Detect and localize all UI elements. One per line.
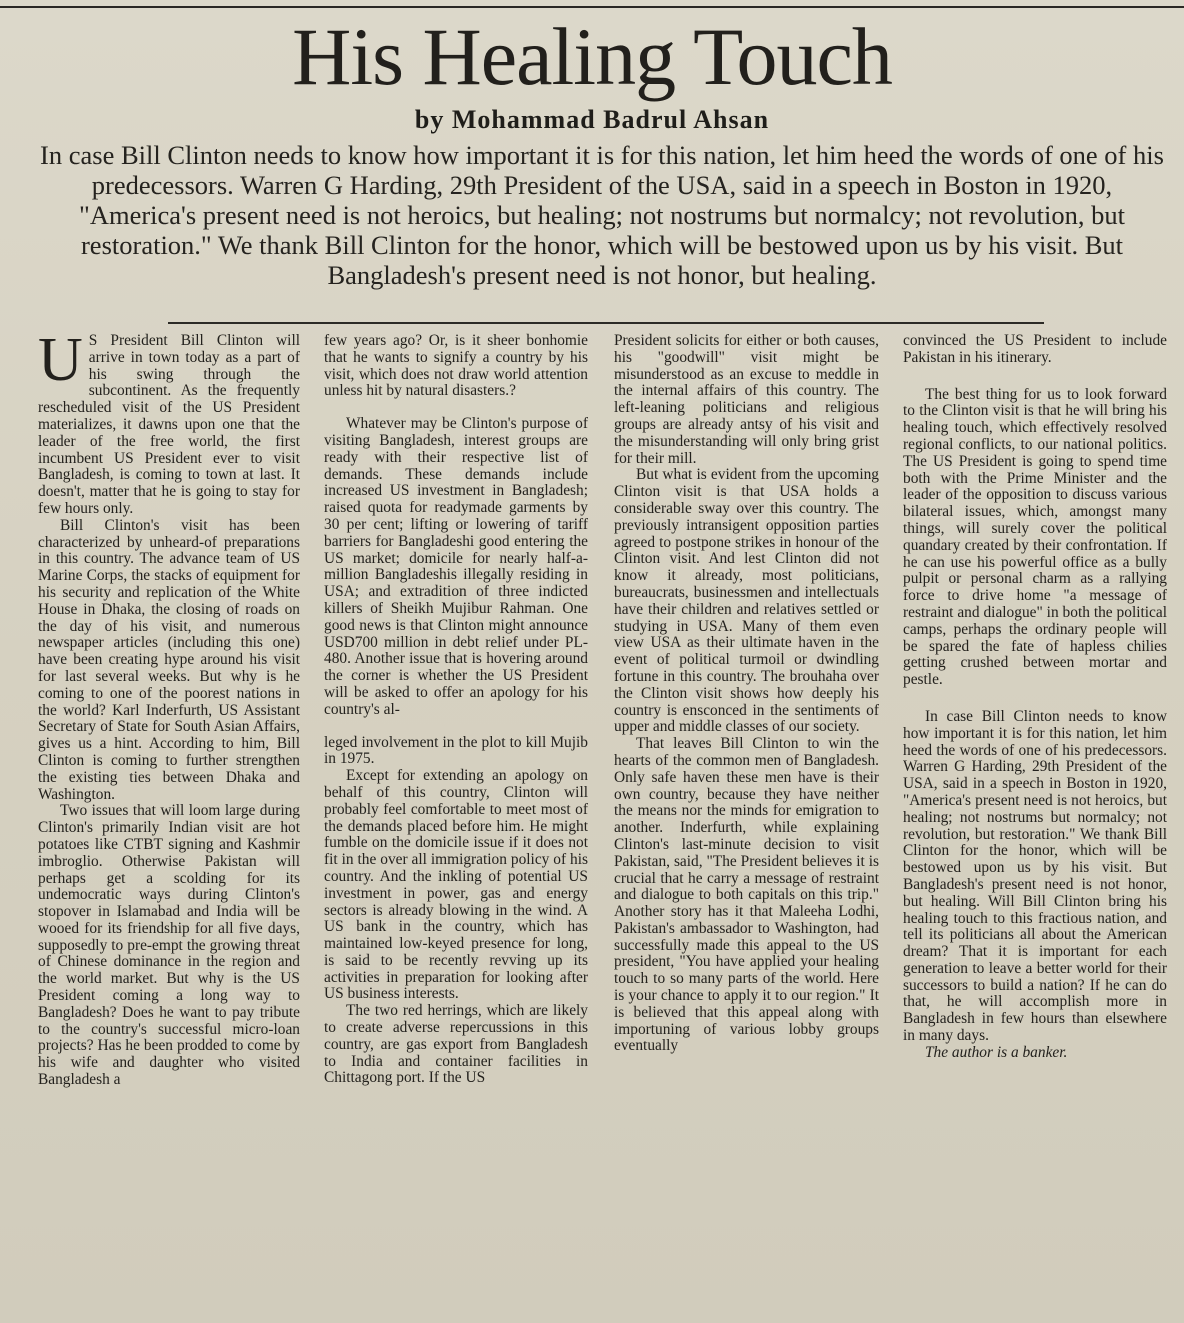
paragraph	[38, 333, 300, 518]
paragraph: leged involvement in the plot to kill Mujib in 1975.	[324, 733, 588, 768]
paragraph: Whatever may be Clinton's purpose of visiting Bangladesh, interest groups are ready with their respective list of demands. These demands include increased US investment in Bangladesh; raised quota for readymade garments by 30 per cent; lifting or lowering of tariff barriers for Bangladeshi good entering the US market; domicile for nearly half-a-million Bangladeshis illegally residing in USA; and extradition of three indicted killers of Sheikh Mujibur Rahman. One good news is that Clinton might announce USD700 million in debt relief under PL-480. Another issue that is hovering around the corner is whether the US President will be asked to offer an apology for his country's al-	[324, 415, 588, 718]
author-note: The author is a banker.	[925, 1043, 1068, 1061]
paragraph: few years ago? Or, is it sheer bonhomie that he wants to signify a country by his visit, which does not draw world attention unless hit by natural disasters.?	[324, 333, 588, 400]
paragraph: The best thing for us to look forward to the Clinton visit is that he will bring his healing touch, which effectively resolved regional conflicts, to our national politics. The US President is going to spend time both with the Prime Minister and the leader of the opposition to discuss various bilateral issues, which, amongst many things, will surely cover the political quandary created by their confrontation. If he can use his powerful office as a bully pulpit or personal charm as a rallying force to drive home "a message of restraint and dialogue" in both the political camps, perhaps the ordinary people will be spared the fate of hapless chilies getting crushed between mortar and pestle.	[903, 385, 1167, 689]
article-column-4	[903, 333, 1167, 1293]
paragraph: Bill Clinton's visit has been characterized by unheard-of preparations in this country. The advance team of US Marine Corps, the stacks of equipment for his security and replication of the White House in Dhaka, the closing of roads on the day of his visit, and numerous newspaper articles (including this one) have been creating hype around his visit for last several weeks. But why is he coming to one of the poorest nations in the world? Karl Inderfurth, US Assistant Secretary of State for South Asian Affairs, gives us a hint. According to him, Bill Clinton is coming to further strengthen the existing ties between Dhaka and Washington.	[38, 516, 300, 803]
drop-cap: U	[38, 333, 83, 394]
section-divider-rule	[168, 322, 1044, 324]
paragraph-text: S President Bill Clinton will arrive in town today as a part of his swing through the subcontinent. As the frequently rescheduled visit of the US President materializes, it dawns upon one that the leader of the free world, the first incumbent US President ever to visit Bangladesh, is coming to town at last. It doesn't, matter that he is going to stay for few hours only.	[38, 333, 300, 517]
paragraph: President solicits for either or both causes, his "goodwill" visit might be misunderstood as an excuse to meddle in the internal affairs of this country. The left-leaning politicians and religious groups are already antsy of his visit and the misunderstanding will only bring grist for their mill.	[614, 333, 879, 467]
article-column-1	[38, 333, 300, 1293]
paragraph: That leaves Bill Clinton to win the hearts of the common men of Bangladesh. Only safe haven these men have is their own country, because they have neither the means nor the minds for emigration to another. Inderfurth, while explaining Clinton's last-minute decision to visit Pakistan, said, "The President believes it is crucial that he carry a message of restraint and dialogue to both capitals on this trip." Another story has it that Maleeha Lodhi, Pakistan's ambassador to Washington, had successfully made this appeal to the US president, "You have applied your healing touch to so many parts of the world. Here is your chance to apply it to our region." It is believed that this appeal along with importuning of various lobby groups eventually	[614, 735, 879, 1055]
paragraph: But what is evident from the upcoming Clinton visit is that USA holds a considerable sway over this country. The previously intransigent opposition parties agreed to postpone strikes in honour of the Clinton visit. And lest Clinton did not know it already, most politicians, bureaucrats, businessmen and intellectuals have their children and relatives settled or studying in USA. Many of them even view USA as their ultimate haven in the event of political turmoil or dwindling fortune in this country. The brouhaha over the Clinton visit shows how deeply his country is ensconced in the sentiments of upper and middle classes of our society.	[614, 466, 879, 736]
paragraph: Two issues that will loom large during Clinton's primarily Indian visit are hot potatoes like CTBT signing and Kashmir imbroglio. Otherwise Pakistan will perhaps get a scolding for its undemocratic ways during Clinton's stopover in Islamabad and India will be wooed for its friendship for all five days, supposedly to pre-empt the growing threat of Chinese dominance in the region and the world market. But why is the US President coming a long way to Bangladesh? Does he want to pay tribute to the country's successful micro-loan projects? Has he been prodded to come by his wife and daughter who visited Bangladesh a	[38, 802, 300, 1089]
paragraph: Except for extending an apology on behalf of this country, Clinton will probably feel comfortable to meet most of the demands placed before him. He might fumble on the domicile issue if it does not fit in the over all immigration policy of his country. And the inkling of potential US investment in power, gas and energy sectors is already blowing in the wind. A US bank in the country, which has maintained low-keyed presence for long, is said to be recently revving up its activities in preparation for looking after US business interests.	[324, 767, 588, 1003]
article-column-2	[324, 333, 588, 1293]
byline: by Mohammad Badrul Ahsan	[414, 105, 770, 134]
paragraph: convinced the US President to include Pakistan in his itinerary.	[903, 333, 1167, 366]
headline: His Healing Touch	[292, 11, 892, 102]
paragraph: The two red herrings, which are likely to create adverse repercussions in this country, are gas export from Bangladesh to India and container facilities in Chittagong port. If the US	[324, 1002, 588, 1087]
deck-standfirst: In case Bill Clinton needs to know how important it is for this nation, let him heed the words of one of his predecessors. Warren G Harding, 29th President of the USA, said in a speech in Boston in 1920, "America's present need is not heroics, but healing; not nostrums but normalcy; not revolution, but restoration." We thank Bill Clinton for the honor, which will be bestowed upon us by his visit. But Bangladesh's present need is not honor, but healing.	[40, 140, 1164, 290]
top-border-rule	[0, 6, 1184, 8]
paragraph: In case Bill Clinton needs to know how important it is for this nation, let him heed the words of one of his predecessors. Warren G Harding, 29th President of the USA, said in a speech in Boston in 1920, "America's present need is not heroics, but healing; not nostrums but normalcy; not revolution, but restoration." We thank Bill Clinton for the honor, which will be bestowed upon us by his visit. But Bangladesh's present need is not honor, but healing. Will Bill Clinton bring his healing touch to this fractious nation, and tell its politicians all about the American dream? That it is important for each generation to leave a better world for their successors to build a nation? If he can do that, he will accomplish more in Bangladesh in few hours than elsewhere in many days.	[903, 707, 1167, 1045]
article-column-3	[614, 333, 879, 1293]
